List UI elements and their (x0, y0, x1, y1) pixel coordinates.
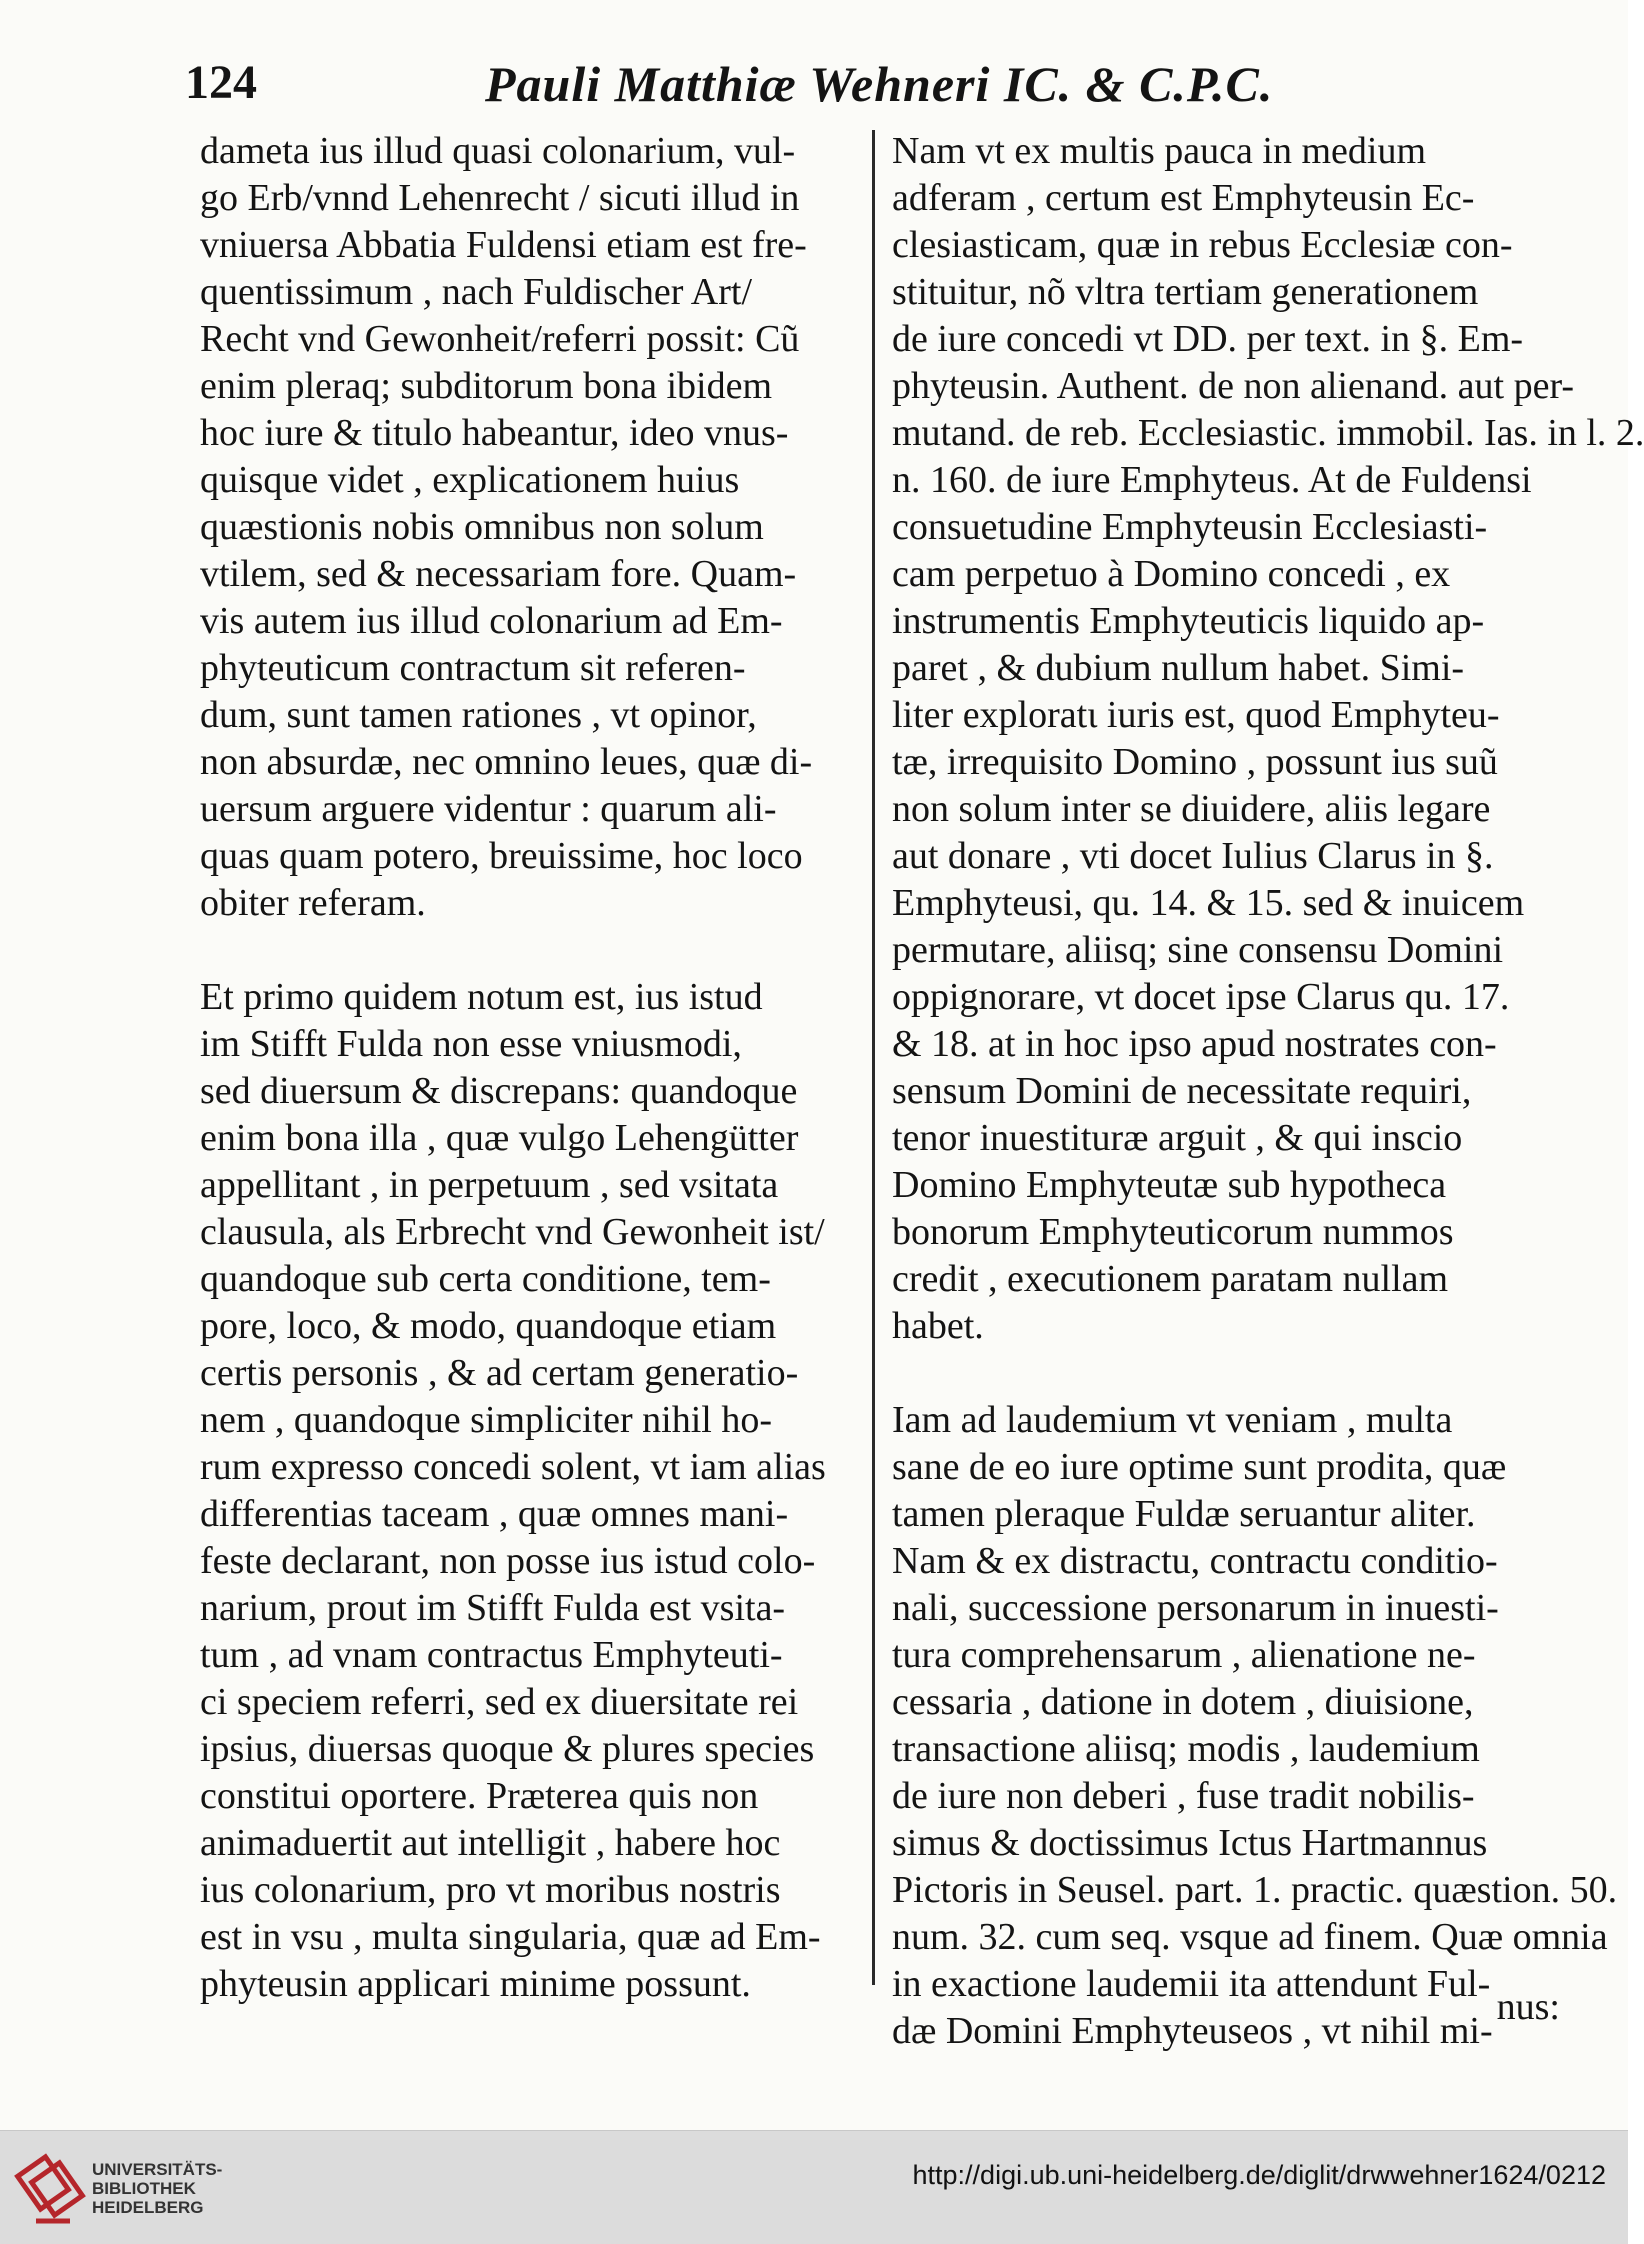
text-line: aut donare , vti docet Iulius Clarus in §. (892, 835, 1494, 877)
text-line: instrumentis Emphyteuticis liquido ap- (892, 600, 1485, 642)
text-line: Iam ad laudemium vt veniam , multa (892, 1399, 1453, 1441)
text-line: n. 160. de iure Emphyteus. At de Fuldensi (892, 459, 1532, 501)
text-line: obiter referam. (200, 882, 426, 924)
running-title: Pauli Matthiæ Wehneri IC. & C.P.C. (485, 56, 1274, 112)
text-line: quas quam potero, breuissime, hoc loco (200, 835, 803, 877)
text-line: Domino Emphyteutæ sub hypotheca (892, 1164, 1447, 1206)
text-line: paret , & dubium nullum habet. Simi- (892, 647, 1465, 689)
text-line: Recht vnd Gewonheit/referri possit: Cũ (200, 318, 800, 360)
text-line: num. 32. cum seq. vsque ad finem. Quæ omnia (892, 1916, 1608, 1958)
text-line: consuetudine Emphyteusin Ecclesiasti- (892, 506, 1488, 548)
text-line: stituitur, nõ vltra tertiam generationem (892, 271, 1479, 313)
text-line: animaduertit aut intelligit , habere hoc (200, 1822, 781, 1864)
text-line: tamen pleraque Fuldæ seruantur aliter. (892, 1493, 1476, 1535)
text-line: vis autem ius illud colonarium ad Em- (200, 600, 783, 642)
text-line: transactione aliisq; modis , laudemium (892, 1728, 1480, 1770)
text-line: non solum inter se diuidere, aliis legare (892, 788, 1491, 830)
text-line: ius colonarium, pro vt moribus nostris (200, 1869, 781, 1911)
text-line: quandoque sub certa conditione, tem- (200, 1258, 771, 1300)
paragraph-gap (892, 1350, 1562, 1397)
text-line: rum expresso concedi solent, vt iam alias (200, 1446, 826, 1488)
text-line: dum, sunt tamen rationes , vt opinor, (200, 694, 757, 736)
text-line: credit , executionem paratam nullam (892, 1258, 1449, 1300)
text-line: sensum Domini de necessitate requiri, (892, 1070, 1472, 1112)
text-line: phyteusin. Authent. de non alienand. aut per- (892, 365, 1575, 407)
text-line: Emphyteusi, qu. 14. & 15. sed & inuicem (892, 882, 1525, 924)
text-line: non absurdæ, nec omnino leues, quæ di- (200, 741, 813, 783)
text-line: tum , ad vnam contractus Emphyteuti- (200, 1634, 783, 1676)
text-line: simus & doctissimus Ictus Hartmannus (892, 1822, 1488, 1864)
text-line: pore, loco, & modo, quandoque etiam (200, 1305, 777, 1347)
text-line: mutand. de reb. Ecclesiastic. immobil. Ias. in l. 2. (892, 412, 1644, 454)
text-line: liter exploratι iuris est, quod Emphyteu- (892, 694, 1500, 736)
text-line: dæ Domini Emphyteuseos , vt nihil mi- (892, 2010, 1493, 2052)
text-line: tæ, irrequisito Domino , possunt ius suũ (892, 741, 1498, 783)
text-line: appellitant , in perpetuum , sed vsitata (200, 1164, 779, 1206)
column-divider (872, 130, 875, 1985)
text-line: cessaria , datione in dotem , diuisione, (892, 1681, 1474, 1723)
text-line: quæstionis nobis omnibus non solum (200, 506, 764, 548)
text-line: enim bona illa , quæ vulgo Lehengütter (200, 1117, 799, 1159)
text-line: adferam , certum est Emphyteusin Ec- (892, 177, 1475, 219)
text-line: de iure non deberi , fuse tradit nobilis- (892, 1775, 1475, 1817)
text-line: hoc iure & titulo habeantur, ideo vnus- (200, 412, 789, 454)
text-line: dameta ius illud quasi colonarium, vul- (200, 130, 796, 172)
library-name-line: UNIVERSITÄTS- (92, 2160, 223, 2179)
text-line: permutare, aliisq; sine consensu Domini (892, 929, 1504, 971)
text-line: enim pleraq; subditorum bona ibidem (200, 365, 773, 407)
text-line: Et primo quidem notum est, ius istud (200, 976, 763, 1018)
text-line: certis personis , & ad certam generatio- (200, 1352, 799, 1394)
catchword: nus: (1496, 1986, 1560, 2028)
text-line: differentias taceam , quæ omnes mani- (200, 1493, 789, 1535)
text-line: vniuersa Abbatia Fuldensi etiam est fre- (200, 224, 807, 266)
text-line: uersum arguere videntur : quarum ali- (200, 788, 777, 830)
text-line: quisque videt , explicationem huius (200, 459, 740, 501)
text-line: habet. (892, 1305, 984, 1347)
left-text-column (200, 128, 860, 2008)
page-header (185, 55, 1515, 115)
text-line: quentissimum , nach Fuldischer Art/ (200, 271, 753, 313)
text-line: clesiasticam, quæ in rebus Ecclesiæ con- (892, 224, 1513, 266)
text-line: in exactione laudemii ita attendunt Ful- (892, 1963, 1491, 2005)
text-line: Nam vt ex multis pauca in medium (892, 130, 1427, 172)
text-line: ipsius, diuersas quoque & plures species (200, 1728, 815, 1770)
text-line: & 18. at in hoc ipso apud nostrates con- (892, 1023, 1497, 1065)
right-text-column (892, 128, 1644, 2055)
text-line: bonorum Emphyteuticorum nummos (892, 1211, 1454, 1253)
text-line: feste declarant, non posse ius istud colo- (200, 1540, 816, 1582)
library-name-line: HEIDELBERG (92, 2198, 204, 2217)
text-line: cam perpetuo à Domino concedi , ex (892, 553, 1451, 595)
permalink-url[interactable]: http://digi.ub.uni-heidelberg.de/diglit/drwwehner1624/0212 (912, 2160, 1606, 2190)
text-line: go Erb/vnnd Lehenrecht / sicuti illud in (200, 177, 800, 219)
paragraph-gap (200, 927, 860, 974)
text-line: est in vsu , multa singularia, quæ ad Em- (200, 1916, 821, 1958)
text-line: constitui oportere. Præterea quis non (200, 1775, 759, 1817)
library-name (92, 2160, 222, 2217)
text-line: nali, successione personarum in inuesti- (892, 1587, 1499, 1629)
text-line: sane de eo iure optime sunt prodita, quæ (892, 1446, 1507, 1488)
library-name-line: BIBLIOTHEK (92, 2179, 196, 2198)
text-line: oppignorare, vt docet ipse Clarus qu. 17. (892, 976, 1510, 1018)
text-line: narium, prout im Stifft Fulda est vsita- (200, 1587, 786, 1629)
text-line: im Stifft Fulda non esse vniusmodi, (200, 1023, 742, 1065)
text-line: phyteuticum contractum sit referen- (200, 647, 746, 689)
text-line: Nam & ex distractu, contractu conditio- (892, 1540, 1498, 1582)
text-line: clausula, als Erbrecht vnd Gewonheit ist/ (200, 1211, 825, 1253)
text-line: Pictoris in Seusel. part. 1. practic. quæstion. 50. (892, 1869, 1618, 1911)
text-line: de iure concedi vt DD. per text. in §. Em- (892, 318, 1524, 360)
text-line: ci speciem referri, sed ex diuersitate rei (200, 1681, 799, 1723)
text-line: sed diuersum & discrepans: quandoque (200, 1070, 798, 1112)
text-line: vtilem, sed & necessariam fore. Quam- (200, 553, 797, 595)
text-line: tura comprehensarum , alienatione ne- (892, 1634, 1476, 1676)
text-line: tenor inuestituræ arguit , & qui inscio (892, 1117, 1463, 1159)
page-number: 124 (185, 56, 257, 109)
text-line: nem , quandoque simpliciter nihil ho- (200, 1399, 773, 1441)
text-line: phyteusin applicari minime possunt. (200, 1963, 751, 2005)
